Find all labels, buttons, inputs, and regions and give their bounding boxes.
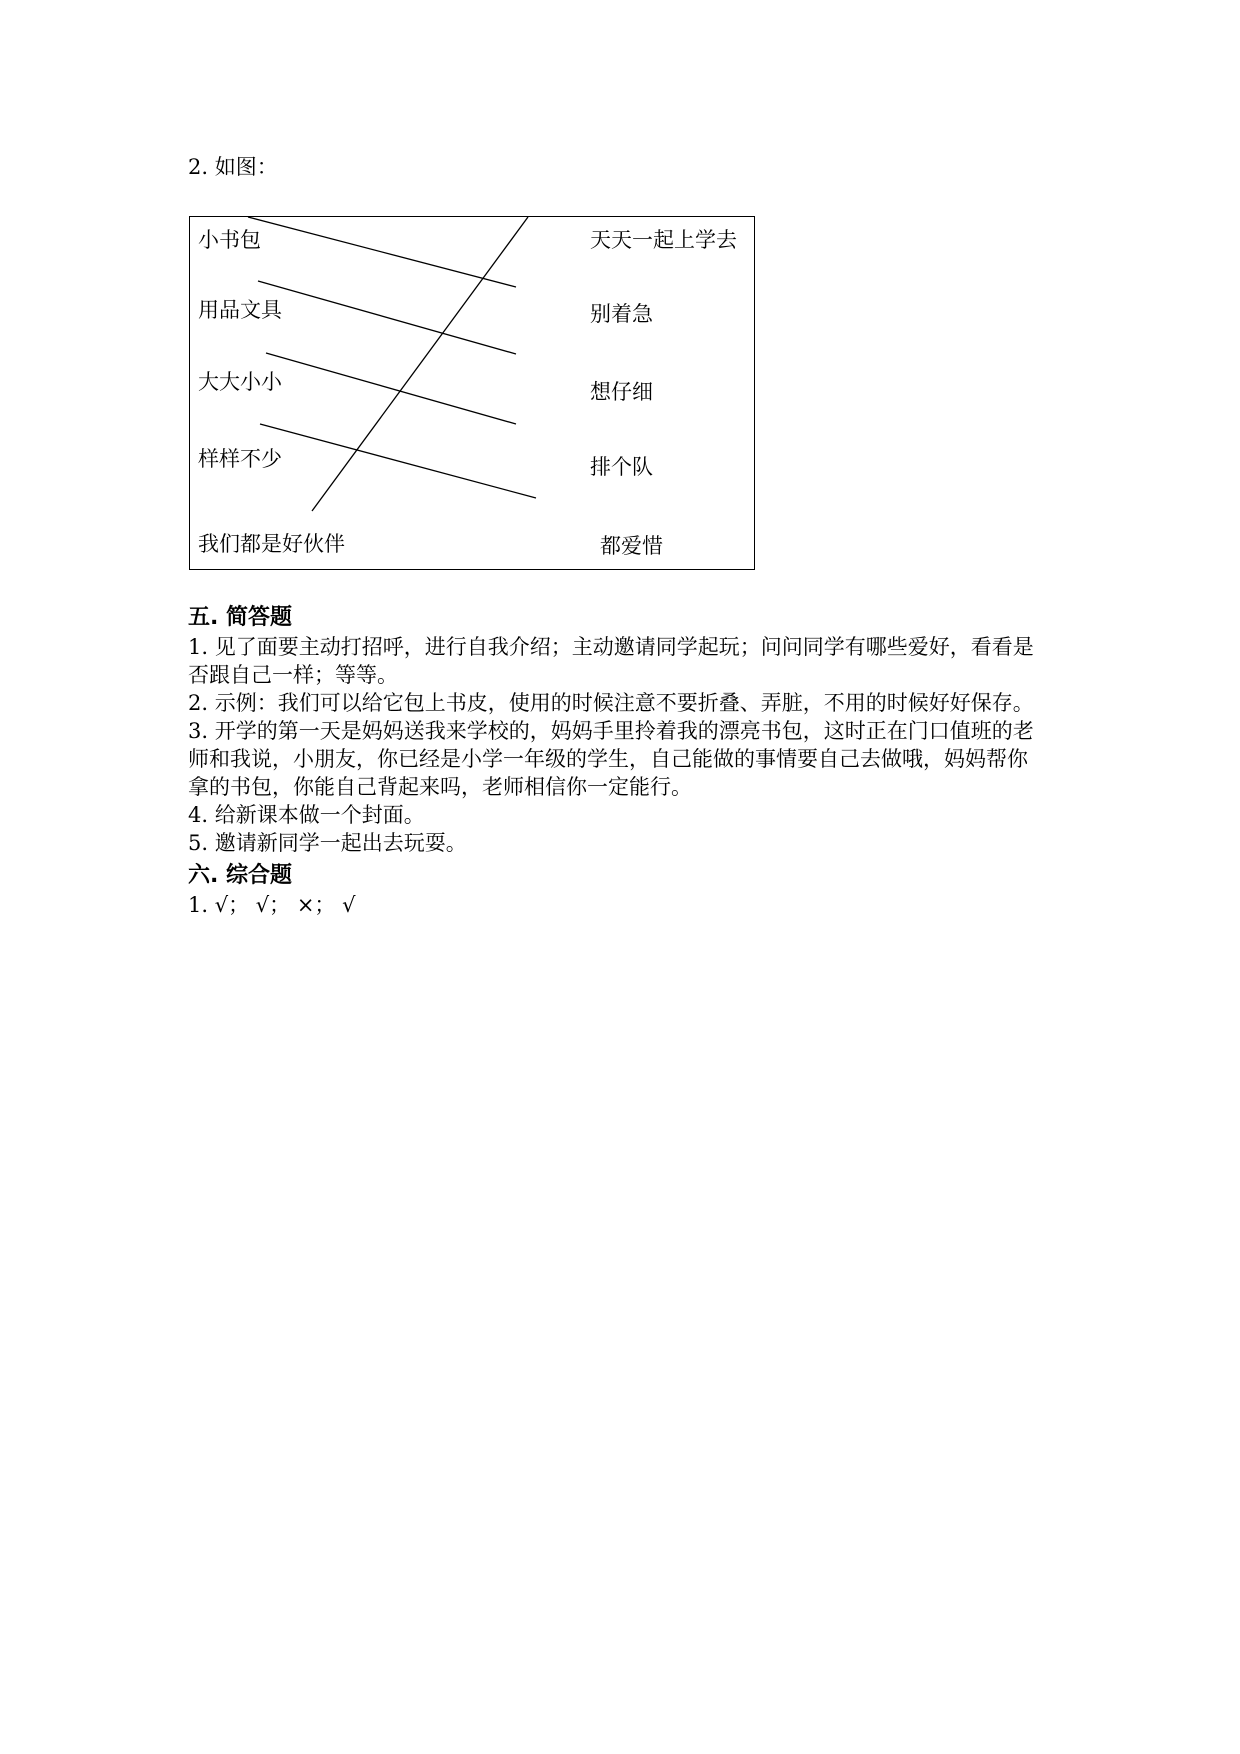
answer-item: 5. 邀请新同学一起出去玩耍。: [188, 831, 467, 855]
left-term-2: 大大小小: [198, 370, 282, 394]
answer-item: 1. √； √； ×； √: [188, 893, 356, 917]
right-term-3: 排个队: [590, 455, 653, 479]
left-term-4: 我们都是好伙伴: [198, 532, 345, 556]
section-comprehensive: [188, 861, 1048, 919]
answer-list: [188, 891, 1048, 919]
answer-list: [188, 633, 1048, 857]
left-term-1: 用品文具: [198, 298, 282, 322]
matching-lines: [248, 217, 536, 511]
answer-sections: [188, 603, 1048, 923]
left-term-0: 小书包: [198, 228, 261, 252]
right-term-4: 都爱惜: [600, 534, 663, 558]
match-line-1: [258, 281, 516, 354]
right-term-2: 想仔细: [590, 380, 653, 404]
answer-item: 2. 示例：我们可以给它包上书皮，使用的时候注意不要折叠、弄脏，不用的时候好好保存。: [188, 691, 1034, 715]
matching-canvas: [190, 217, 756, 571]
answer-item: 3. 开学的第一天是妈妈送我来学校的，妈妈手里拎着我的漂亮书包，这时正在门口值班的老师和我说，小朋友，你已经是小学一年级的学生，自己能做的事情要自己去做哦，妈妈帮你拿的书包，你能自己背起来吗，老师相信你一定能行。: [188, 719, 1034, 799]
question-2-label: 2. 如图：: [188, 155, 278, 179]
right-term-0: 天天一起上学去: [590, 228, 737, 252]
match-line-0: [248, 217, 516, 287]
answer-item: 4. 给新课本做一个封面。: [188, 803, 425, 827]
section-short-answer: [188, 603, 1048, 857]
match-line-2: [266, 353, 516, 424]
answer-item: 1. 见了面要主动打招呼，进行自我介绍；主动邀请同学起玩；问问同学有哪些爱好，看看是否跟自己一样；等等。: [188, 635, 1034, 687]
section-title: 五. 简答题: [188, 605, 293, 630]
match-line-3: [260, 424, 536, 498]
right-term-1: 别着急: [590, 302, 653, 326]
matching-diagram: [189, 216, 755, 570]
section-title: 六. 综合题: [188, 863, 293, 888]
left-term-3: 样样不少: [198, 447, 282, 471]
